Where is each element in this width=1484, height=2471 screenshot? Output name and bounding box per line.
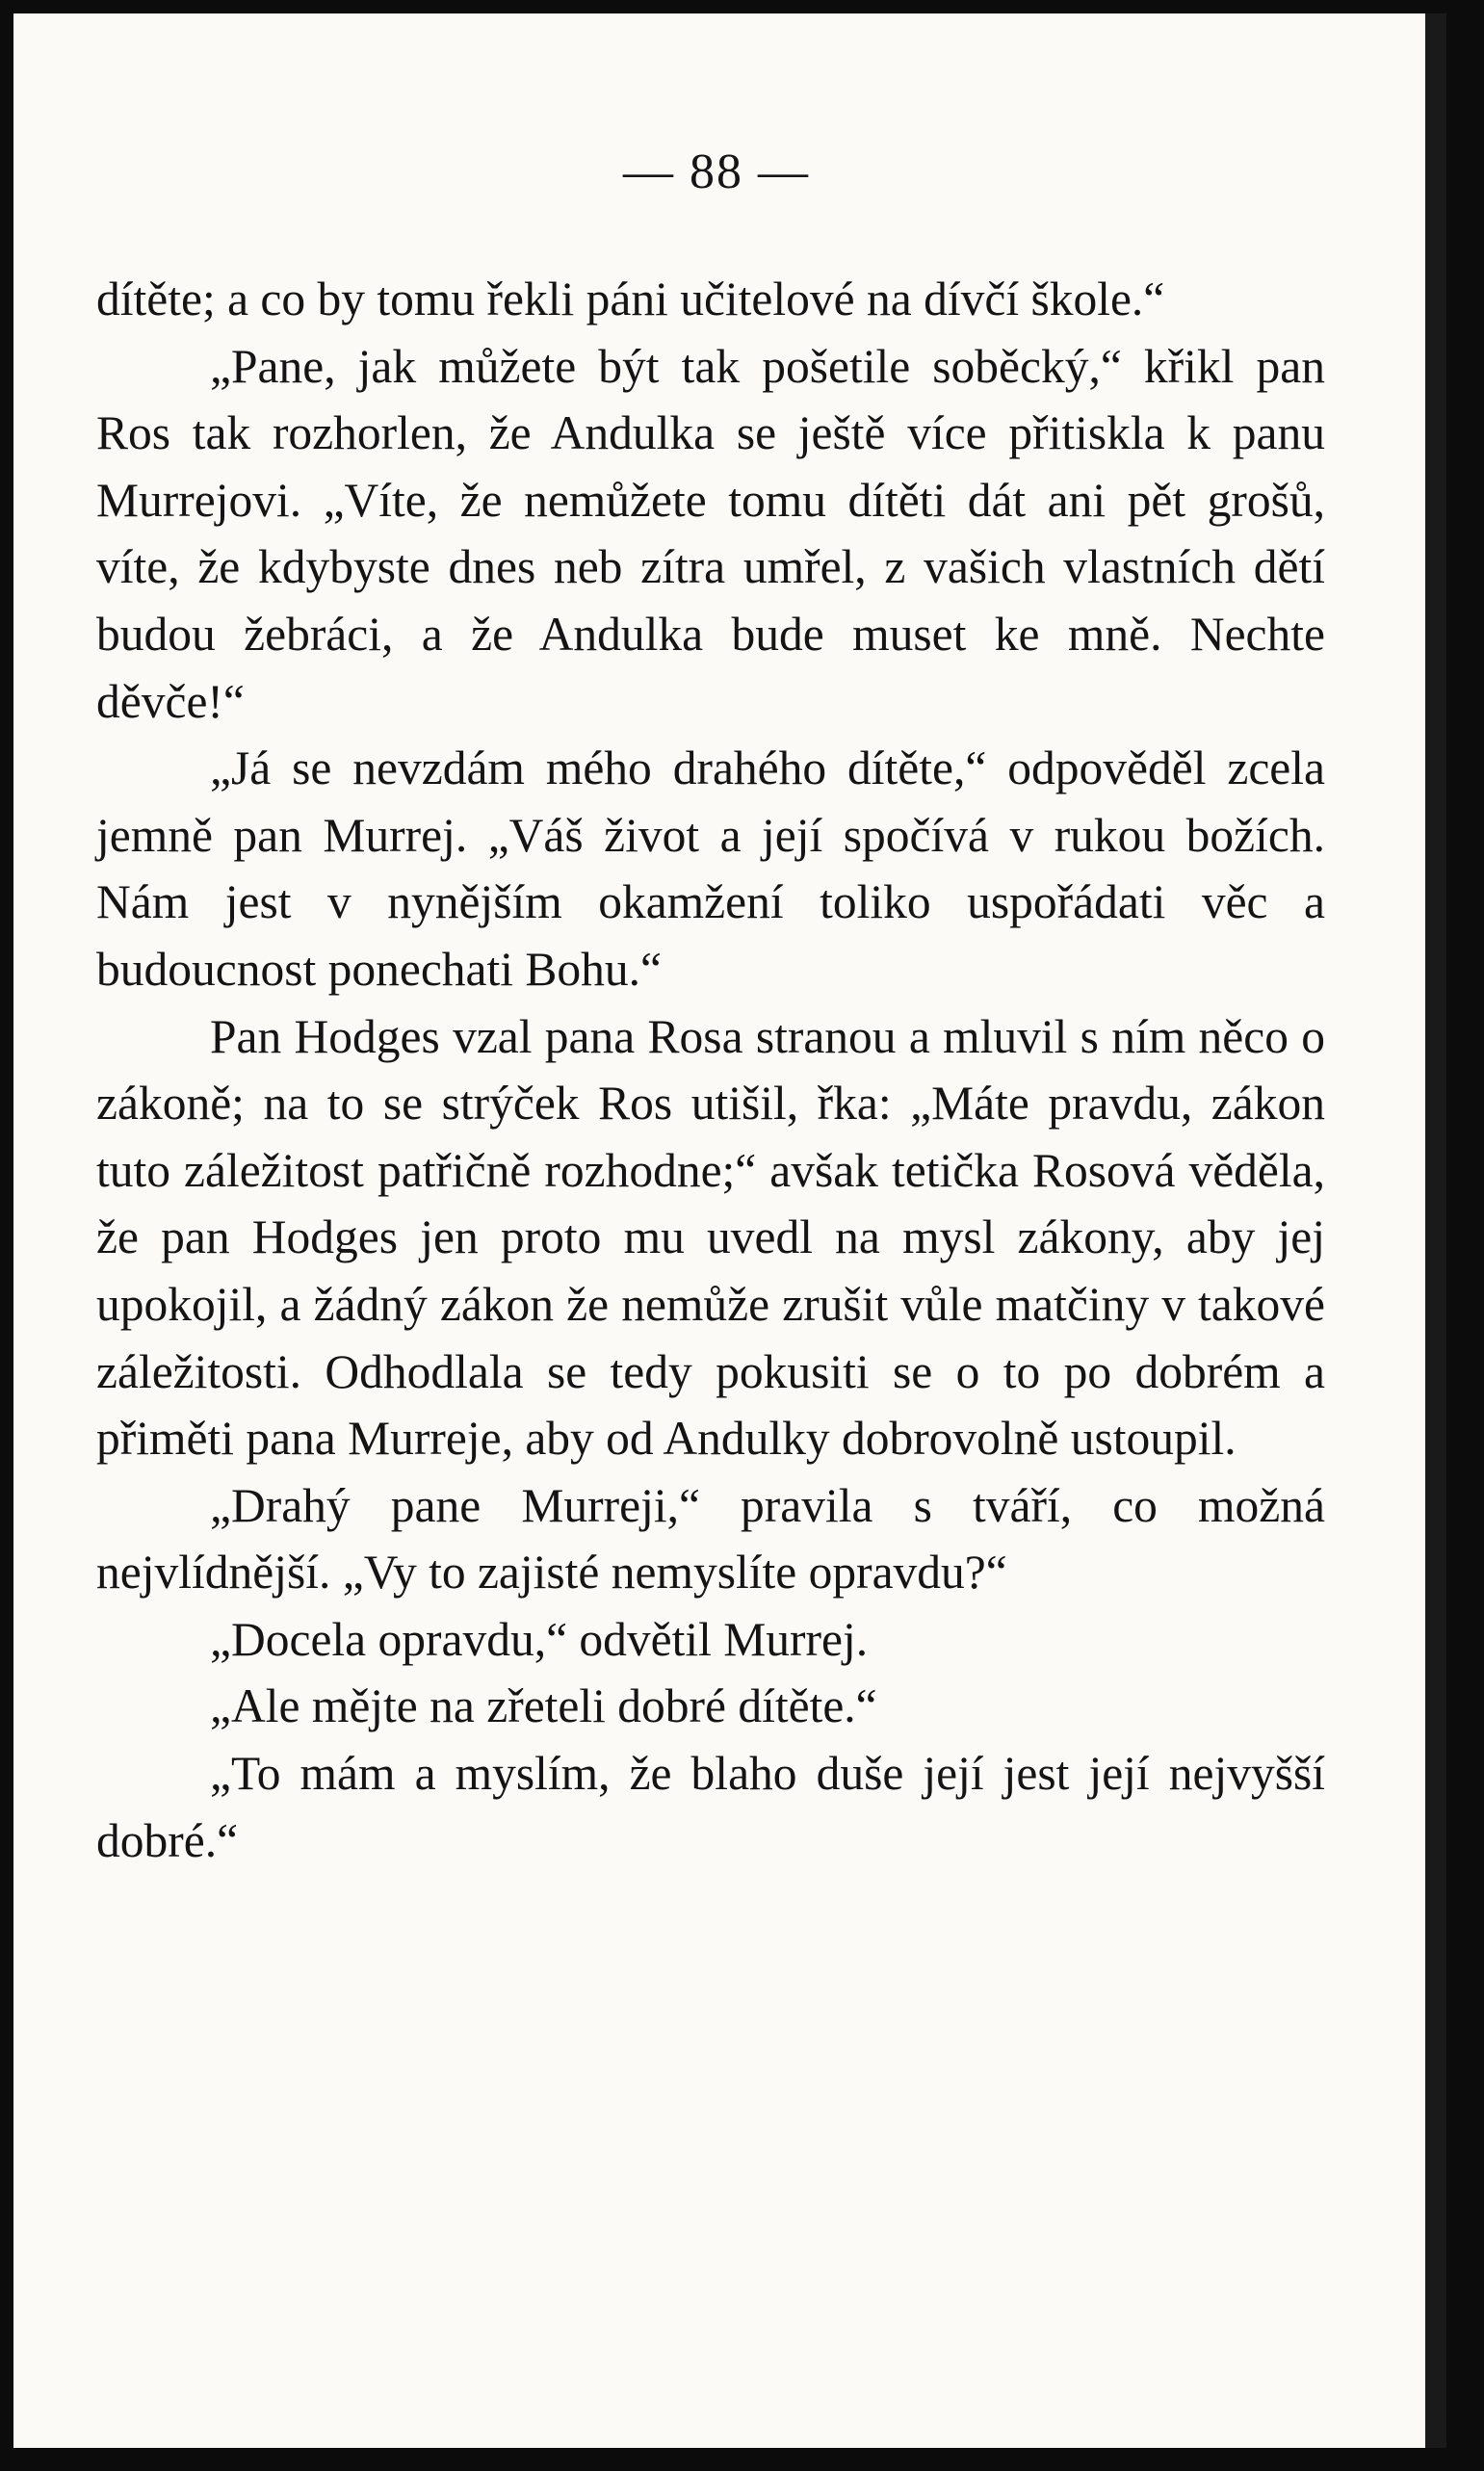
paragraph: „Docela opravdu,“ odvětil Murrej.: [210, 1612, 869, 1666]
book-page: [13, 13, 1446, 2448]
paragraph: „To mám a myslím, že blaho duše její jest její nejvyšší dobré.“: [96, 1747, 1325, 1867]
paragraph: „Já se nevzdám mého drahého dítěte,“ odpověděl zcela jemně pan Murrej. „Váš život a její spočívá v rukou božích. Nám jest v nynějším okamžení toliko uspořádati věc a budoucnost ponechati Bohu.“: [96, 741, 1325, 996]
body-text: [96, 266, 1325, 1874]
paragraph: Pan Hodges vzal pana Rosa stranou a mluvil s ním něco o zákoně; na to se strýček Ros utišil, řka: „Máte pravdu, zákon tuto záležitost patřičně rozhodne;“ avšak tetička Rosová věděla, že pan Hodges jen proto mu uvedl na mysl zákony, aby jej upokojil, a žádný zákon že nemůže zrušit vůle matčiny v takové záležitosti. Odhodlala se tedy pokusiti se o to po dobrém a přiměti pana Murreje, aby od Andulky dobrovolně ustoupil.: [96, 1009, 1325, 1466]
paragraph: „Pane, jak můžete být tak pošetile soběcký,“ křikl pan Ros tak rozhorlen, že Andulka se ještě více přitiskla k panu Murrejovi. „Víte, že nemůžete tomu dítěti dát ani pět grošů, víte, že kdybyste dnes neb zítra umřel, z vašich vlastních dětí budou žebráci, a že Andulka bude muset ke mně. Nechte děvče!“: [96, 339, 1325, 728]
paragraph: „Ale mějte na zřeteli dobré dítěte.“: [210, 1679, 877, 1733]
page-number: — 88 —: [623, 144, 810, 199]
paragraph: „Drahý pane Murreji,“ pravila s tváří, co možná nejvlídnější. „Vy to zajisté nemyslíte opravdu?“: [96, 1478, 1325, 1600]
paragraph-continuation: dítěte; a co by tomu řekli páni učitelové na dívčí škole.“: [96, 273, 1165, 325]
page-edge-shadow: [1425, 13, 1446, 2448]
